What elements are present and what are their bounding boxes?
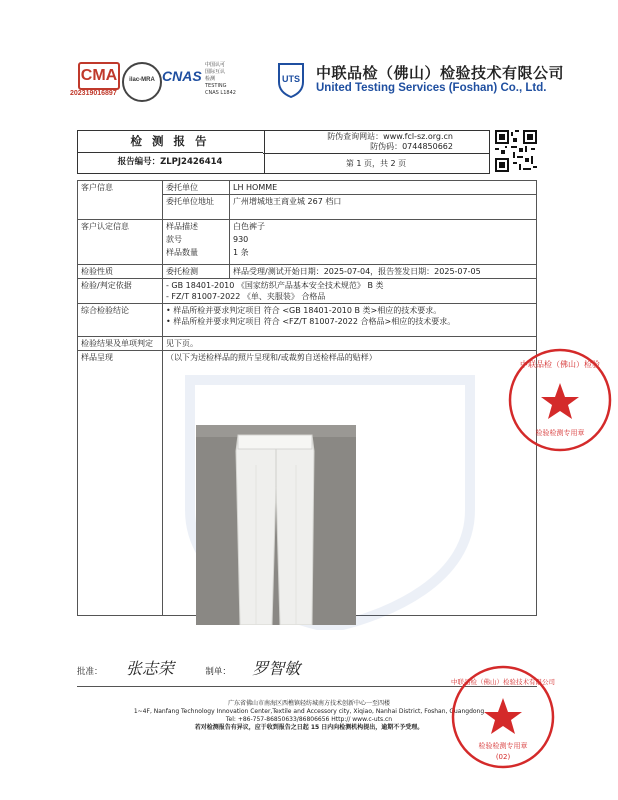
section-customer-confirm: 客户认定信息: [78, 220, 163, 265]
qr-code-icon: [495, 130, 537, 172]
stamp2-subtext: 检验检测专用章: [478, 742, 528, 750]
company-name-cn: 中联品检（佛山）检验技术有限公司: [316, 64, 565, 82]
cnas-sub-line: 中国认可: [205, 62, 226, 68]
verify-code: 防伪码：0744850662: [370, 142, 453, 151]
stamp2-number: (02): [495, 753, 511, 761]
value-client-address: 广州增城地王商业城 267 档口: [230, 195, 537, 220]
value-style-no: 930: [230, 233, 537, 246]
section-conclusion: 综合检验结论: [78, 304, 163, 337]
prepare-label: 制单：: [205, 667, 231, 677]
basis-line: - GB 18401-2010 《国家纺织产品基本安全技术规范》 B 类: [166, 281, 384, 290]
prepare-signature: 罗智敏: [252, 659, 301, 678]
label-sample-qty: 样品数量: [163, 246, 230, 265]
uts-logo-text: UTS: [282, 74, 300, 84]
uts-logo: [276, 60, 306, 98]
stamp1-subtext: 检验检测专用章: [535, 429, 585, 437]
stamp1-text: 中联品检（佛山）检验: [520, 360, 600, 369]
cnas-sub-line: TESTING: [205, 83, 227, 89]
footer-notice: 若对检测报告有异议，应于收到报告之日起 15 日内向检测机构提出，逾期不予受理。: [194, 724, 424, 731]
basis-lines: [163, 279, 537, 304]
cnas-sub-line: 检测: [205, 76, 216, 82]
sample-photo: [196, 425, 356, 625]
label-style-no: 款号: [163, 233, 230, 246]
cnas-logo: CNAS: [162, 68, 202, 84]
conclusion-line: • 样品所检并要求判定项目 符合 <FZ/T 81007-2022 合格品>相应的技术要求。: [166, 317, 456, 326]
signature-row: [77, 656, 300, 679]
label-test-type: 委托检测: [163, 265, 230, 279]
footer-address-cn: 广东省佛山市南海区西樵镇轻纺城南方技术创新中心一至四楼: [227, 700, 390, 707]
label-client: 委托单位: [163, 181, 230, 195]
company-name-en: United Testing Services (Foshan) Co., Ltd.: [316, 82, 547, 94]
page-info: 第 1 页，共 2 页: [263, 153, 489, 173]
cnas-sub-line: CNAS L1842: [205, 90, 236, 96]
cnas-sub-line: 国际互认: [205, 69, 226, 75]
label-client-address: 委托单位地址: [163, 195, 230, 220]
section-basis: 检验/判定依据: [78, 279, 163, 304]
basis-line: - FZ/T 81007-2022 《单、夹服装》 合格品: [166, 292, 326, 301]
value-client: LH HOMME: [230, 181, 537, 195]
cma-number: 202319016897: [70, 90, 117, 97]
stamp2-text: 中联品检（佛山）检验技术有限公司: [451, 678, 555, 686]
inspection-stamp-1: [505, 345, 615, 455]
label-sample-desc: 样品描述: [163, 220, 230, 234]
inspection-stamp-2: [448, 662, 558, 772]
cma-logo: CMA: [78, 62, 120, 90]
section-sample: 样品呈现: [78, 351, 163, 616]
verify-site: 防伪查询网站：www.fcl-sz.org.cn: [327, 132, 453, 141]
value-sample-desc: 白色裤子: [230, 220, 537, 234]
footer-address-en: 1~4F, Nanfang Technology Innovation Center,Textile and Accessory city, Xiqiao, Nanhai District, Foshan, Guangdong: [133, 708, 485, 715]
white-pants-image: [196, 425, 356, 625]
value-results: 见下页。: [163, 337, 537, 351]
report-title: 检 测 报 告: [77, 130, 263, 153]
approve-signature: 张志荣: [125, 659, 174, 678]
footer-contact: Tel: +86-757-86850633/86806656 Http:// www.c-uts.cn: [225, 716, 393, 723]
conclusion-line: • 样品所检并要求判定项目 符合 <GB 18401-2010 B 类>相应的技术要求。: [166, 306, 442, 315]
approve-label: 批准：: [77, 667, 103, 677]
report-number: 报告编号：ZLPJ2426414: [117, 157, 223, 167]
cnas-subtext: [205, 62, 245, 97]
section-test-type: 检验性质: [78, 265, 163, 279]
value-sample-qty: 1 条: [230, 246, 537, 265]
sample-caption: （以下为送检样品的照片呈现和/或裁剪自送检样品的贴样）: [163, 351, 537, 616]
value-test-type: 样品受理/测试开始日期：2025-07-04，报告签发日期：2025-07-05: [230, 265, 537, 279]
conclusion-lines: [163, 304, 537, 337]
ilac-mra-logo: ilac-MRA: [122, 62, 162, 102]
section-client: 客户信息: [78, 181, 163, 220]
section-results: 检验结果及单项判定: [78, 337, 163, 351]
